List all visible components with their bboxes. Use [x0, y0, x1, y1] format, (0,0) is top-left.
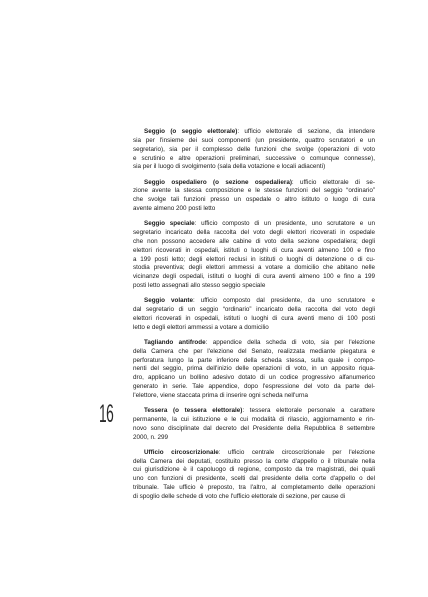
- text-line: dro, applicano un bollino adesivo dotato di un codice progressivo alfanumerico: [133, 374, 375, 382]
- glossary-term: Seggio speciale: [144, 220, 195, 228]
- glossary-term: Seggio (o seggio elettorale): [144, 128, 238, 135]
- glossary-entry: [133, 179, 375, 214]
- text-line: vicinanze degli ospedali, istituti o luoghi di cura aventi almeno 100 e fino a 199: [133, 273, 375, 281]
- text-line: novo sono disciplinate dal decreto del Presidente della Repubblica 8 settembre: [133, 424, 375, 432]
- text-line: zione avente la stessa composizione e le stesse funzioni del seggio “ordinario”: [133, 187, 375, 195]
- text-line: elettori ricoverati in ospedali, istituti o luoghi di cura aventi almeno 100 e fino: [133, 246, 375, 254]
- text-line: tribunale. Tale ufficio è preposto, tra l'altro, al completamento delle operazioni: [133, 484, 375, 492]
- text-line: a 199 posti letto; degli elettori reclusi in istituti o luoghi di detenzione o di cu-: [133, 255, 375, 263]
- glossary-term: Tagliando antifrode: [144, 338, 206, 346]
- page-number: 16: [99, 400, 114, 428]
- text-line: generato in serie. Tale appendice, dopo l'espressione del voto da parte del-: [133, 383, 375, 391]
- text-line: nenti del seggio, prima dell'inizio delle operazioni di voto, in un apposito riqua-: [133, 365, 375, 373]
- glossary-entry: [133, 220, 375, 291]
- glossary-definition-text: : ufficio elettorale di se-: [291, 178, 376, 186]
- text-line: di spoglio delle schede di voto che l'ufficio elettorale di sezione, per cause di: [133, 493, 346, 500]
- text-line: [133, 220, 375, 229]
- text-line: segretario incaricato della raccolta del voto degli elettori ricoverati in ospedale: [133, 229, 375, 237]
- text-line: sia per il luogo di svolgimento (sala della votazione e locali adiacenti): [133, 163, 326, 171]
- text-line: l'elettore, viene staccata prima di inserire ogni scheda nell'urna: [133, 391, 308, 399]
- text-line: uno con funzioni di presidente, scelti dal presidente della corte d'appello o del: [133, 475, 375, 483]
- text-line: perforatura lungo la parte inferiore della scheda stessa, sulla quale i compo-: [133, 356, 375, 364]
- text-line: [133, 449, 375, 458]
- text-line: [133, 179, 375, 188]
- text-line: sia per l'insieme dei suoi componenti (un presidente, quattro scrutatori e un: [133, 136, 375, 144]
- text-line: permanente, la cui istituzione e le cui modalità di rilascio, aggiornamento e rin-: [133, 415, 375, 423]
- text-line: stodia preventiva; degli elettori ammessi a votare a domicilio che abitano nelle: [133, 264, 375, 272]
- text-line: [133, 339, 375, 348]
- glossary-term: Ufficio circoscrizionale: [144, 448, 219, 456]
- text-line: avente almeno 200 posti letto: [133, 205, 216, 213]
- glossary-entry: [133, 339, 375, 401]
- glossary-entry: [133, 297, 375, 332]
- text-line: cui giurisdizione è il capoluogo di regione, composto da tre magistrati, dei quali: [133, 466, 375, 474]
- glossary-term: Seggio volante: [144, 297, 194, 305]
- text-line: [133, 128, 375, 137]
- glossary-term: Seggio ospedaliero (o sezione ospedaliera): [144, 178, 292, 186]
- text-line: elettori ricoverati in ospedali, istituti o luoghi di cura aventi meno di 100 posti: [133, 314, 375, 322]
- text-line: della Camera dei deputati, costituito presso la corte d'appello o il tribunale nella: [133, 457, 375, 465]
- text-line: della Camera che per l'elezione del Senato, realizzata mediante piegatura e: [133, 347, 375, 355]
- text-line: [133, 297, 375, 306]
- glossary-entry: [133, 128, 375, 172]
- glossary-definition-text: : ufficio composto dal presidente, da uno scrutatore e: [193, 297, 375, 305]
- glossary-definition-text: : ufficio composto di un presidente, uno scrutatore e un: [194, 220, 375, 228]
- glossary-term: Tessera (o tessera elettorale): [144, 407, 243, 415]
- glossary-body: [133, 128, 375, 508]
- text-line: posti letto assegnati allo stesso seggio speciale: [133, 282, 266, 290]
- text-line: dal segretario di un seggio “ordinario” incaricato della raccolta del voto degli: [133, 306, 375, 314]
- text-line: e scrutinio e altre operazioni preliminari, successive o comunque connesse),: [133, 154, 375, 162]
- text-line: che non possono accedere alle cabine di voto della sezione ospedaliera; degli: [133, 237, 375, 245]
- text-line: segretario), sia per il complesso delle funzioni che svolge (operazioni di voto: [133, 145, 375, 153]
- glossary-entry: [133, 449, 375, 502]
- text-line: [133, 407, 375, 416]
- glossary-definition-text: : tessera elettorale personale a carattere: [242, 407, 375, 415]
- text-line: che svolge tali funzioni presso un ospedale o altro istituto o luogo di cura: [133, 196, 375, 204]
- glossary-definition-text: : ufficio centrale circoscrizionale per l'elezione: [218, 448, 376, 456]
- text-line: letto e degli elettori ammessi a votare a domicilio: [133, 323, 269, 331]
- text-line: 2000, n. 299: [133, 433, 169, 441]
- glossary-entry: [133, 407, 375, 442]
- glossary-definition-text: : appendice della scheda di voto, sia per l'elezione: [205, 338, 375, 346]
- glossary-definition-text: : ufficio elettorale di sezione, da intendere: [237, 128, 375, 135]
